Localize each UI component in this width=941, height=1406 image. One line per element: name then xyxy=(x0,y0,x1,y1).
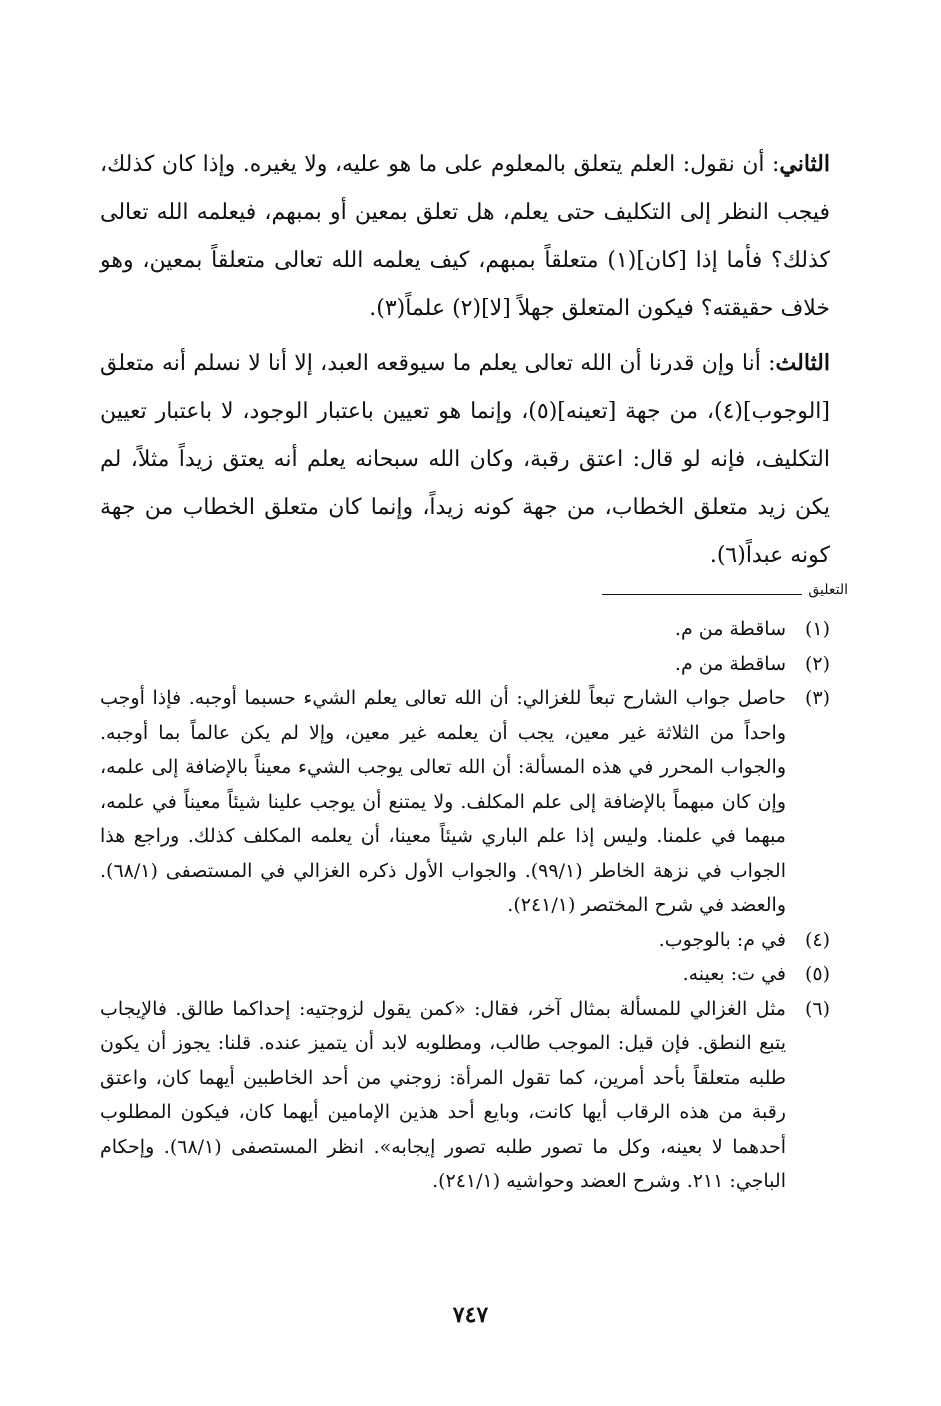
footnote-number: (٢) xyxy=(804,652,830,675)
footnote-text: ساقطة من م. xyxy=(674,618,786,640)
footnotes-header xyxy=(100,580,848,612)
footnote-text: في ت: بعينه. xyxy=(682,963,786,985)
footnote-number: (٤) xyxy=(804,928,830,951)
footnotes-label: التعليق xyxy=(808,582,848,598)
page-number: ٧٤٧ xyxy=(452,1302,489,1328)
footnote-number: (٥) xyxy=(804,963,830,985)
footnote-text: في م: بالوجوب. xyxy=(658,928,786,951)
footnote-text: حاصل جواب الشارح تبعاً للغزالي: أن الله تعالى يعلم الشيء حسبما أوجبه. فإذا أوجب واحداً من الثلاثة غير معين، يجب أن يعلمه غير معين، وإلا لم يكن عالماً بما أوجبه. والجواب المحرر في هذه المسألة: أن الله تعالى يوجب الشيء معيناً بالإضافة إلى علمه، وإن كان مبهماً بالإضافة إلى علم المكلف. ولا يمتنع أن يوجب علينا شيئاً معيناً في علمه، مبهما في علمنا. وليس إذا علم الباري شيئاً معينا، أن يعلمه المكلف كذلك. وراجع هذا الجواب في نزهة الخاطر (٩٩/١). والجواب الأول ذكره الغزالي في المستصفى (٦٨/١). والعضد في شرح المختصر (٢٤١/١). xyxy=(100,687,787,916)
body-paragraph-second xyxy=(100,140,830,333)
paragraph-lead-word: الثالث xyxy=(775,350,830,376)
footnote-item xyxy=(100,992,830,1199)
footnote-number: (٣) xyxy=(804,687,830,709)
footnote-text: ساقطة من م. xyxy=(674,652,786,675)
footnotes-divider xyxy=(602,594,802,595)
body-paragraph-third xyxy=(100,339,830,580)
page-content xyxy=(100,140,848,1199)
footnote-item xyxy=(100,923,830,958)
footnote-item xyxy=(100,647,830,682)
footnote-item xyxy=(100,681,830,923)
footnotes-list xyxy=(100,612,830,1199)
paragraph-text: : أنا وإن قدرنا أن الله تعالى يعلم ما سيوقعه العبد، إلا أنا لا نسلم أنه متعلق [الوجوب](٤)، من جهة [تعينه](٥)، وإنما هو تعيين باعتبار الوجود، لا باعتبار تعيين التكليف، فإنه لو قال: اعتق رقبة، وكان الله سبحانه يعلم أنه يعتق زيداً مثلاً، لم يكن زيد متعلق الخطاب، من جهة كونه زيداً، وإنما كان متعلق الخطاب من جهة كونه عبداً(٦). xyxy=(100,351,830,568)
footnote-number: (١) xyxy=(804,618,830,640)
paragraph-lead-word: الثاني xyxy=(779,151,830,177)
footnote-item xyxy=(100,612,830,647)
paragraph-text: : أن نقول: العلم يتعلق بالمعلوم على ما هو عليه، ولا يغيره. وإذا كان كذلك، فيجب النظر إلى التكليف حتى يعلم، هل تعلق بمعين أو بمبهم، فيعلمه الله تعالى كذلك؟ فأما إذا [كان](١) متعلقاً بمبهم، كيف يعلمه الله تعالى متعلقاً بمعين، وهو خلاف حقيقته؟ فيكون المتعلق جهلاً [لا](٢) علماً(٣). xyxy=(100,152,830,321)
footnote-item xyxy=(100,957,830,992)
footnote-number: (٦) xyxy=(804,997,830,1020)
footnote-text: مثل الغزالي للمسألة بمثال آخر، فقال: «كمن يقول لزوجتيه: إحداكما طالق. فالإيجاب يتبع النطق. فإن قيل: الموجب طالب، ومطلوبه لابد أن يتميز عنده. قلنا: يجوز أن يكون طلبه متعلقاً بأحد أمرين، كما تقول المرأة: زوجني من أحد الخاطبين أيهما كان، واعتق رقبة من هذه الرقاب أيها كانت، وبايع أحد هذين الإمامين أيهما كان، فيكون المطلوب أحدهما لا بعينه، وكل ما تصور طلبه تصور إيجابه». انظر المستصفى (٦٨/١). وإحكام الباجي: ٢١١. وشرح العضد وحواشيه (٢٤١/١). xyxy=(100,997,786,1192)
